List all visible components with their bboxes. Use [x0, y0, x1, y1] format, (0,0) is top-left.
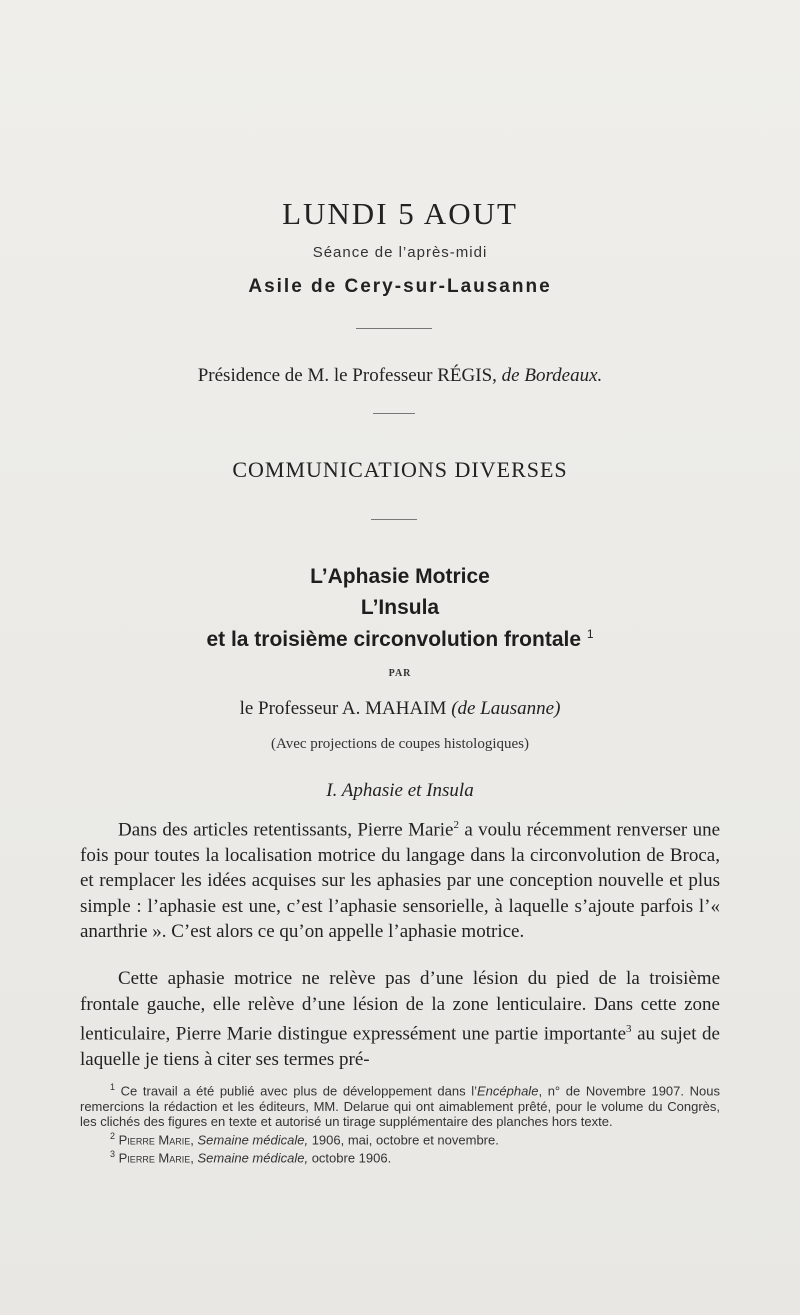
- paragraph-text: Dans des articles retentissants, Pierre Marie: [118, 819, 454, 841]
- footnote-author: Pierre Marie,: [118, 1132, 194, 1148]
- footnote-text: , n° de Novembre 1907. Nous remercions la rédaction et les éditeurs, MM. Delarue qui ont aimablement prêté, pour le volume du Congrès, les clichés des figures en texte et autorisé un tirage supplémentaire des planches hors texte.: [80, 1083, 720, 1129]
- paragraph-2: [80, 966, 720, 1072]
- par-label: PAR: [388, 668, 412, 679]
- session-date-title: LUNDI 5 AOUT: [282, 196, 518, 231]
- author-name: le Professeur A. MAHAIM: [239, 698, 447, 719]
- footnote-number: 2: [110, 1130, 116, 1141]
- subsection-title: I. Aphasie et Insula: [326, 780, 474, 801]
- divider-rule: [356, 328, 432, 329]
- author-place: (de Lausanne): [451, 698, 561, 719]
- article-title-text: et la troisième circonvolution frontale: [206, 628, 582, 651]
- footnote-ref: 1: [586, 627, 594, 641]
- divider-rule: [373, 413, 415, 414]
- paragraph-text: a voulu récemment renverser une fois pour toutes la localisation motrice du langage dans la circonvolution de Broca, et remplacer les idées acquises sur les aphasies par une conception nouvelle et plus simple : l’aphasie est une, c’est l’aphasie sensorielle, à laquelle s’ajoute parfois l’« anarthrie ». C’est alors ce qu’on appelle l’aphasie motrice.: [80, 819, 721, 943]
- footnote-number: 1: [110, 1082, 116, 1092]
- footnote-journal: Semaine médicale,: [197, 1132, 309, 1148]
- presidency-text: Présidence de M. le Professeur RÉGIS,: [197, 365, 497, 386]
- footnote-text: Ce travail a été publié avec plus de développement dans l’: [120, 1083, 477, 1099]
- article-title-line1: L’Aphasie Motrice: [310, 565, 490, 588]
- paragraph-1: [80, 813, 720, 945]
- footnote-text: 1906, mai, octobre et novembre.: [308, 1132, 499, 1148]
- article-title-line3: [0, 627, 800, 652]
- session-location: Asile de Cery-sur-Lausanne: [248, 276, 552, 297]
- author-line: [0, 698, 800, 720]
- footnote-ref: 3: [626, 1023, 632, 1035]
- presidency-line: [0, 365, 800, 387]
- footnote-author: Pierre Marie,: [118, 1150, 194, 1166]
- footnote-journal: Encéphale: [476, 1083, 539, 1099]
- footnote-number: 3: [110, 1149, 116, 1160]
- projections-note: (Avec projections de coupes histologiques): [271, 736, 529, 752]
- footnote-text: octobre 1906.: [308, 1150, 392, 1166]
- section-heading: COMMUNICATIONS DIVERSES: [232, 457, 568, 482]
- footnote-2: [80, 1129, 720, 1148]
- footnote-1: [80, 1080, 720, 1129]
- presidency-place: de Bordeaux.: [501, 365, 603, 386]
- session-subtitle: Séance de l’après-midi: [312, 244, 488, 261]
- article-title-line2: L’Insula: [360, 596, 440, 619]
- paragraph-text: Cette aphasie motrice ne relève pas d’une lésion du pied de la troisième frontale gauche, elle relève d’une lésion de la zone lenticulaire. Dans cette zone lenticulaire, Pierre Marie distingue expressément une partie importante: [80, 968, 720, 1045]
- footnote-3: [80, 1147, 720, 1166]
- footnote-ref: 2: [453, 819, 459, 831]
- footnote-journal: Semaine médicale,: [197, 1150, 309, 1166]
- footnotes: [80, 1080, 720, 1166]
- divider-rule: [371, 519, 417, 520]
- paragraph-text: au sujet de laquelle je tiens à citer ses termes pré-: [80, 1023, 720, 1070]
